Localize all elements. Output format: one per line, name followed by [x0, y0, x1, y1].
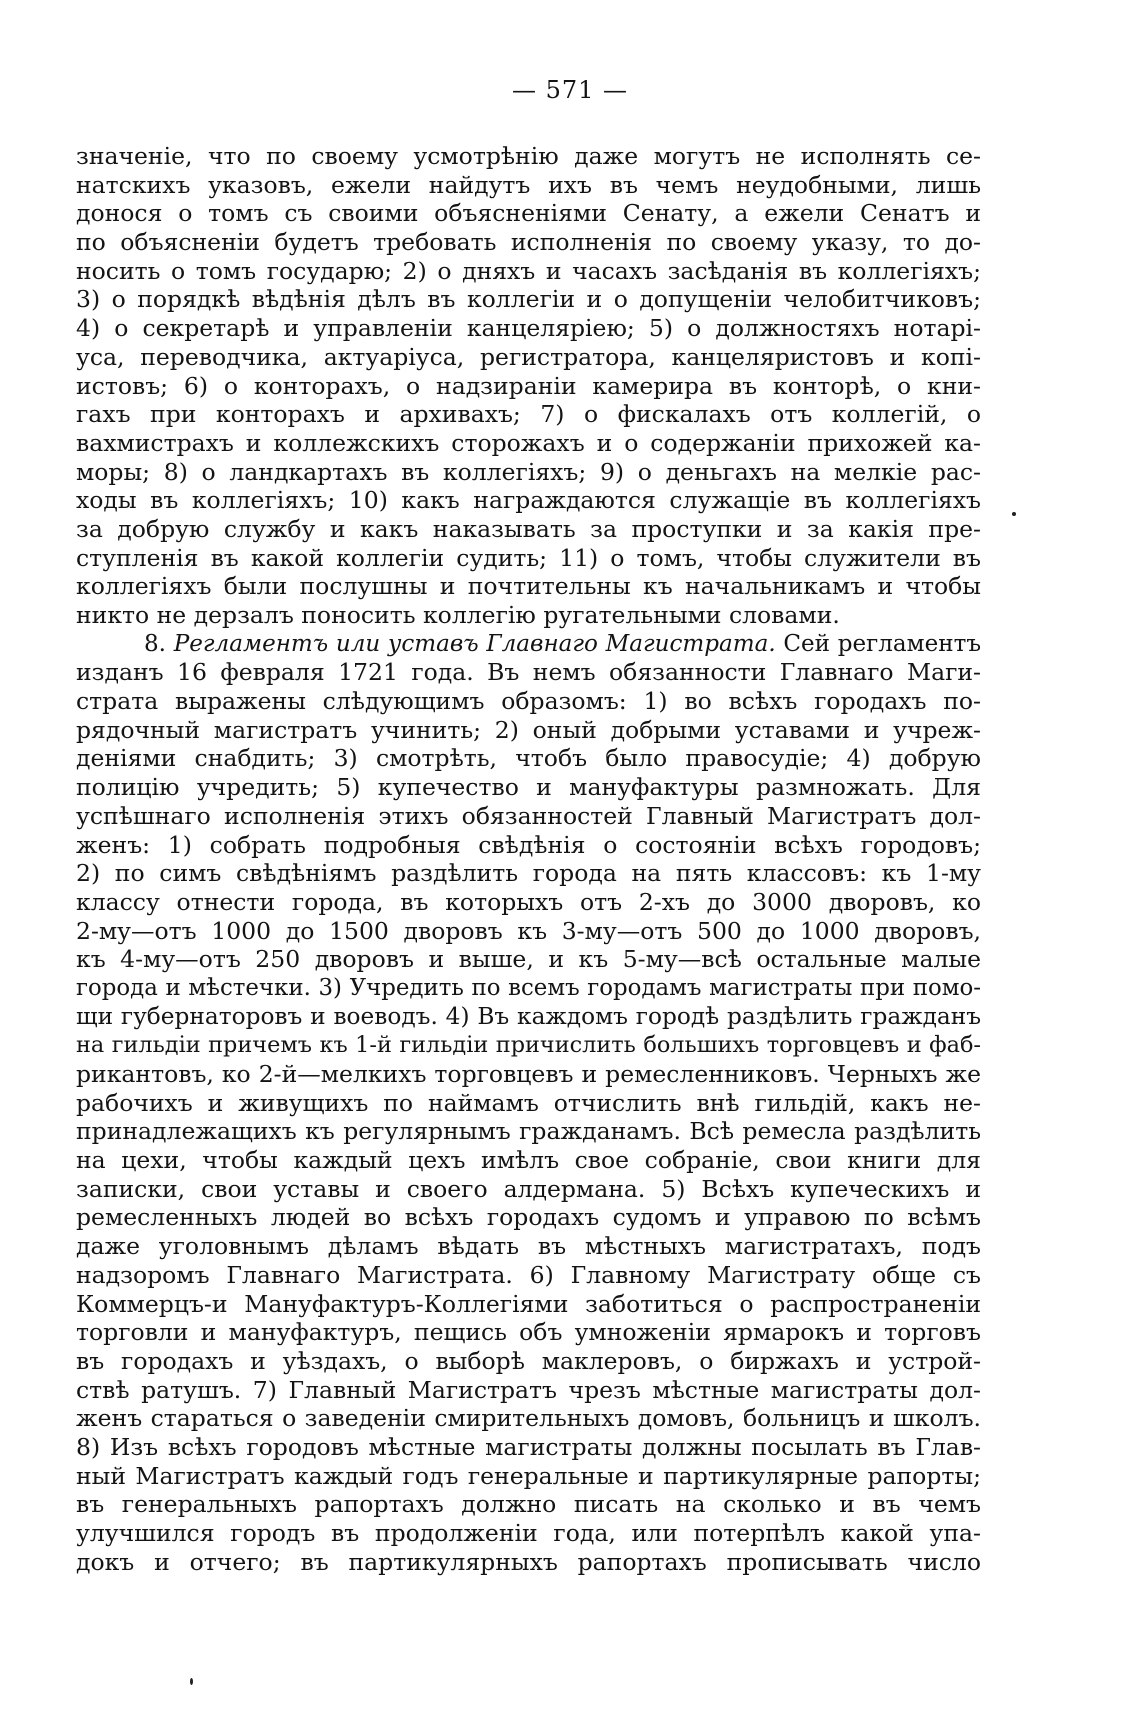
text-line: записки, свои уставы и своего алдермана. 5) Всѣхъ купеческихъ и — [76, 1174, 981, 1203]
text-line: по объясненіи будетъ требовать исполненія по своему указу, то до- — [76, 228, 981, 257]
text-line: носить о томъ государю; 2) о дняхъ и часахъ засѣданія въ коллегіяхъ; — [76, 256, 981, 285]
stray-mark — [190, 1678, 193, 1685]
text-line: даже уголовнымъ дѣламъ вѣдать въ мѣстныхъ магистратахъ, подъ — [76, 1232, 981, 1261]
text-line: женъ: 1) собрать подробныя свѣдѣнія о состояніи всѣхъ городовъ; — [76, 830, 981, 859]
text-line: моры; 8) о ландкартахъ въ коллегіяхъ; 9) о деньгахъ на мелкіе рас- — [76, 457, 981, 486]
text-line: ходы въ коллегіяхъ; 10) какъ награждаются служащіе въ коллегіяхъ — [76, 486, 981, 515]
text-line: на цехи, чтобы каждый цехъ имѣлъ свое собраніе, свои книги для — [76, 1146, 981, 1175]
text-line: 2) по симъ свѣдѣніямъ раздѣлить города на пять классовъ: къ 1-му — [76, 859, 981, 888]
text-line: рикантовъ, ко 2-й—мелкихъ торговцевъ и ремесленниковъ. Черныхъ же — [76, 1060, 981, 1088]
text-line: Коммерцъ-и Мануфактуръ-Коллегіями заботиться о распространеніи — [76, 1289, 981, 1318]
text-line: 8) Изъ всѣхъ городовъ мѣстные магистраты должны посылать въ Глав- — [76, 1432, 981, 1461]
text-line: изданъ 16 февраля 1721 года. Въ немъ обязанности Главнаго Маги- — [76, 658, 981, 687]
text-line: торговли и мануфактуръ, пещись объ умноженіи ярмарокъ и торговъ — [76, 1318, 981, 1347]
text-line: ный Магистратъ каждый годъ генеральные и партикулярные рапорты; — [76, 1461, 981, 1490]
section-number: 8. — [144, 630, 174, 657]
text-line: докъ и отчего; въ партикулярныхъ рапортахъ прописывать число — [76, 1547, 981, 1576]
text-line: города и мѣстечки. 3) Учредить по всемъ городамъ магистраты при помо- — [76, 974, 981, 1001]
text-line: ремесленныхъ людей во всѣхъ городахъ судомъ и управою по всѣмъ — [76, 1203, 981, 1232]
text-line: въ генеральныхъ рапортахъ должно писать на сколько и въ чемъ — [76, 1490, 981, 1519]
section-rest: Сей регламентъ — [775, 630, 981, 657]
text-line: успѣшнаго исполненія этихъ обязанностей Главный Магистратъ дол- — [76, 801, 981, 830]
text-line: страта выражены слѣдующимъ образомъ: 1) во всѣхъ городахъ по- — [76, 687, 981, 716]
text-line: 2-му—отъ 1000 до 1500 дворовъ къ 3-му—отъ 500 до 1000 дворовъ, — [76, 916, 981, 945]
text-line: улучшился городъ въ продолженіи года, или потерпѣлъ какой упа- — [76, 1519, 981, 1547]
text-line: гахъ при конторахъ и архивахъ; 7) о фискалахъ отъ коллегій, о — [76, 400, 981, 429]
text-line: деніями снабдить; 3) смотрѣть, чтобъ было правосудіе; 4) добрую — [76, 744, 981, 773]
text-line: уса, переводчика, актуаріуса, регистратора, канцеляристовъ и копі- — [76, 342, 981, 371]
text-line — [76, 630, 981, 659]
text-line: ствѣ ратушъ. 7) Главный Магистратъ чрезъ мѣстные магистраты дол- — [76, 1375, 981, 1404]
stray-mark — [1012, 512, 1016, 516]
text-line: натскихъ указовъ, ежели найдутъ ихъ въ чемъ неудобными, лишь — [76, 170, 981, 199]
text-line: никто не дерзалъ поносить коллегію ругательными словами. — [76, 601, 840, 629]
text-line: истовъ; 6) о конторахъ, о надзираніи камерира въ конторѣ, о кни- — [76, 371, 981, 400]
text-line: щи губернаторовъ и воеводъ. 4) Въ каждомъ городѣ раздѣлить гражданъ — [76, 1002, 981, 1030]
text-line: въ городахъ и уѣздахъ, о выборѣ маклеровъ, о биржахъ и устрой- — [76, 1346, 981, 1375]
text-line: донося о томъ съ своими объясненіями Сенату, а ежели Сенатъ и — [76, 199, 981, 228]
page-number: — 571 — — [511, 76, 629, 104]
text-line: коллегіяхъ были послушны и почтительны къ начальникамъ и чтобы — [76, 572, 981, 601]
text-line: 4) о секретарѣ и управленіи канцеляріею; 5) о должностяхъ нотарі- — [76, 314, 981, 343]
text-line: полицію учредить; 5) купечество и мануфактуры размножать. Для — [76, 773, 981, 802]
text-line: 3) о порядкѣ вѣдѣнія дѣлъ въ коллегіи и о допущеніи челобитчиковъ; — [76, 285, 981, 314]
body-text — [76, 142, 981, 1576]
text-line: къ 4-му—отъ 250 дворовъ и выше, и къ 5-му—всѣ остальные малые — [76, 945, 981, 974]
text-line: принадлежащихъ къ регулярнымъ гражданамъ. Всѣ ремесла раздѣлить — [76, 1117, 981, 1146]
text-line: на гильдіи причемъ къ 1-й гильдіи причислить большихъ торговцевъ и фаб- — [76, 1032, 981, 1059]
text-line: рабочихъ и живущихъ по наймамъ отчислить внѣ гильдій, какъ не- — [76, 1088, 981, 1117]
text-line: за добрую службу и какъ наказывать за проступки и за какія пре- — [76, 514, 981, 543]
text-line: классу отнести города, въ которыхъ отъ 2-хъ до 3000 дворовъ, ко — [76, 887, 981, 916]
text-line: значеніе, что по своему усмотрѣнію даже могутъ не исполнять се- — [76, 142, 981, 170]
text-line: женъ стараться о заведеніи смирительныхъ домовъ, больницъ и школъ. — [76, 1404, 981, 1433]
text-line: надзоромъ Главнаго Магистрата. 6) Главному Магистрату обще съ — [76, 1260, 981, 1289]
text-line: ступленія въ какой коллегіи судить; 11) о томъ, чтобы служители въ — [76, 543, 981, 572]
section-title: Регламентъ или уставъ Главнаго Магистрата. — [173, 630, 776, 657]
text-line: рядочный магистратъ учинить; 2) оный добрыми уставами и учреж- — [76, 715, 981, 744]
text-line: вахмистрахъ и коллежскихъ сторожахъ и о содержаніи прихожей ка- — [76, 428, 981, 457]
